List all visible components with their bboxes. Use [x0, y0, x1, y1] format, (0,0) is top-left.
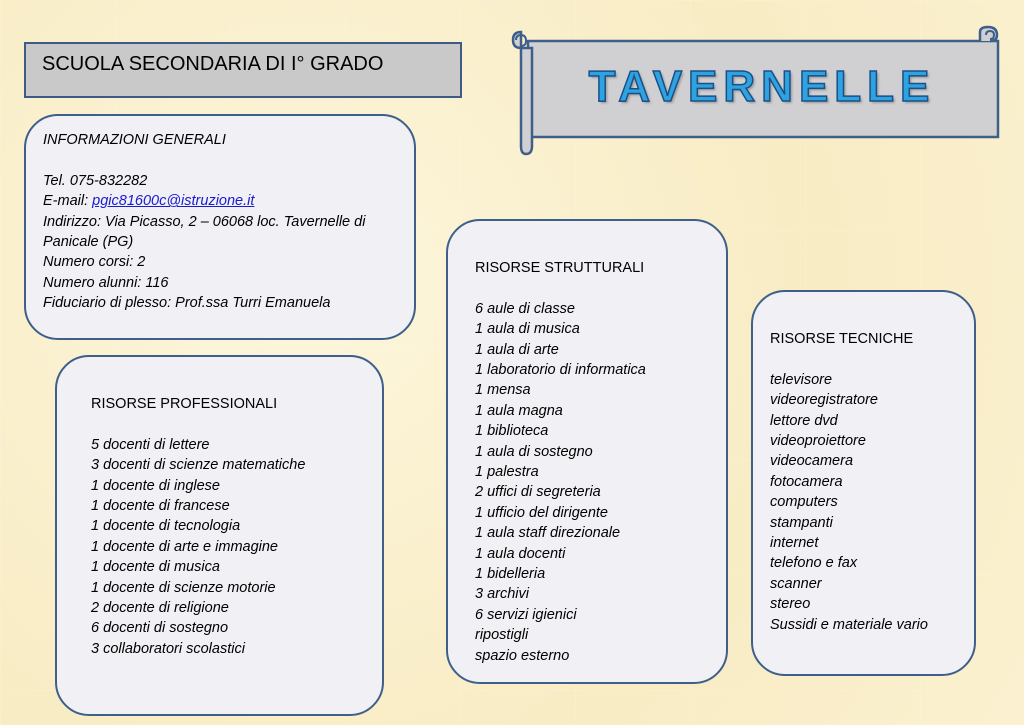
technical-card — [751, 290, 976, 676]
list-item: scanner — [770, 575, 822, 592]
list-item: ripostigli — [475, 627, 529, 644]
list-item: 3 collaboratori scolastici — [91, 640, 245, 657]
email-link[interactable]: pgic81600c@istruzione.it — [92, 193, 255, 210]
list-item: 1 bidelleria — [475, 566, 546, 583]
list-item: spazio esterno — [475, 647, 570, 664]
list-item: fotocamera — [770, 473, 843, 490]
list-item: 1 palestra — [475, 464, 539, 481]
info-email-label: E-mail: — [43, 193, 93, 210]
list-item: 1 docente di scienze motorie — [91, 579, 276, 596]
list-item: 1 aula di musica — [475, 321, 580, 338]
list-item: telefono e fax — [770, 555, 858, 572]
list-item: videocamera — [770, 453, 854, 470]
info-address: Indirizzo: Via Picasso, 2 – 06068 loc. Tavernelle di Panicale (PG) — [43, 213, 366, 251]
list-item: 1 docente di inglese — [91, 477, 220, 494]
list-item: internet — [770, 535, 819, 552]
list-item: 6 aule di classe — [475, 300, 575, 317]
list-item: stampanti — [770, 514, 833, 531]
info-courses: Numero corsi: 2 — [43, 254, 146, 271]
professional-title: RISORSE PROFESSIONALI — [91, 396, 278, 412]
list-item: 1 laboratorio di informatica — [475, 362, 646, 379]
list-item: 1 mensa — [475, 382, 531, 399]
list-item: 2 uffici di segreteria — [475, 484, 601, 501]
page-title: SCUOLA SECONDARIA DI I° GRADO — [42, 53, 384, 75]
list-item: videoproiettore — [770, 433, 866, 450]
info-trustee: Fiduciario di plesso: Prof.ssa Turri Emanuela — [43, 295, 331, 312]
list-item: televisore — [770, 371, 833, 388]
list-item: 2 docente di religione — [91, 600, 229, 617]
info-card — [24, 114, 416, 340]
list-item: 1 biblioteca — [475, 423, 549, 440]
list-item: computers — [770, 494, 838, 511]
list-item: stereo — [770, 596, 811, 613]
list-item: 1 ufficio del dirigente — [475, 504, 608, 521]
list-item: 6 servizi igienici — [475, 606, 577, 623]
list-item: lettore dvd — [770, 412, 838, 429]
list-item: Sussidi e materiale vario — [770, 616, 928, 633]
structural-card — [446, 219, 728, 684]
list-item: 3 docenti di scienze matematiche — [91, 457, 306, 474]
info-email-row — [43, 191, 400, 211]
list-item: 1 aula magna — [475, 402, 563, 419]
list-item: 1 docente di musica — [91, 559, 220, 576]
info-title: INFORMAZIONI GENERALI — [43, 132, 226, 148]
list-item: 1 aula docenti — [475, 545, 566, 562]
info-students: Numero alunni: 116 — [43, 274, 169, 291]
header-box — [24, 42, 462, 98]
list-item: 6 docenti di sostegno — [91, 620, 229, 637]
technical-title: RISORSE TECNICHE — [770, 331, 914, 347]
list-item: 1 aula staff direzionale — [475, 525, 621, 542]
list-item: 1 docente di arte e immagine — [91, 538, 278, 555]
banner-title: TAVERNELLE — [588, 62, 936, 111]
structural-title: RISORSE STRUTTURALI — [475, 260, 645, 276]
list-item: 5 docenti di lettere — [91, 436, 210, 453]
list-item: 3 archivi — [475, 586, 529, 603]
list-item: 1 aula di sostegno — [475, 443, 593, 460]
list-item: 1 docente di francese — [91, 498, 230, 515]
info-tel: Tel. 075-832282 — [43, 172, 148, 189]
list-item: videoregistratore — [770, 392, 878, 409]
list-item: 1 docente di tecnologia — [91, 518, 241, 535]
list-item: 1 aula di arte — [475, 341, 559, 358]
professional-card — [55, 355, 384, 716]
